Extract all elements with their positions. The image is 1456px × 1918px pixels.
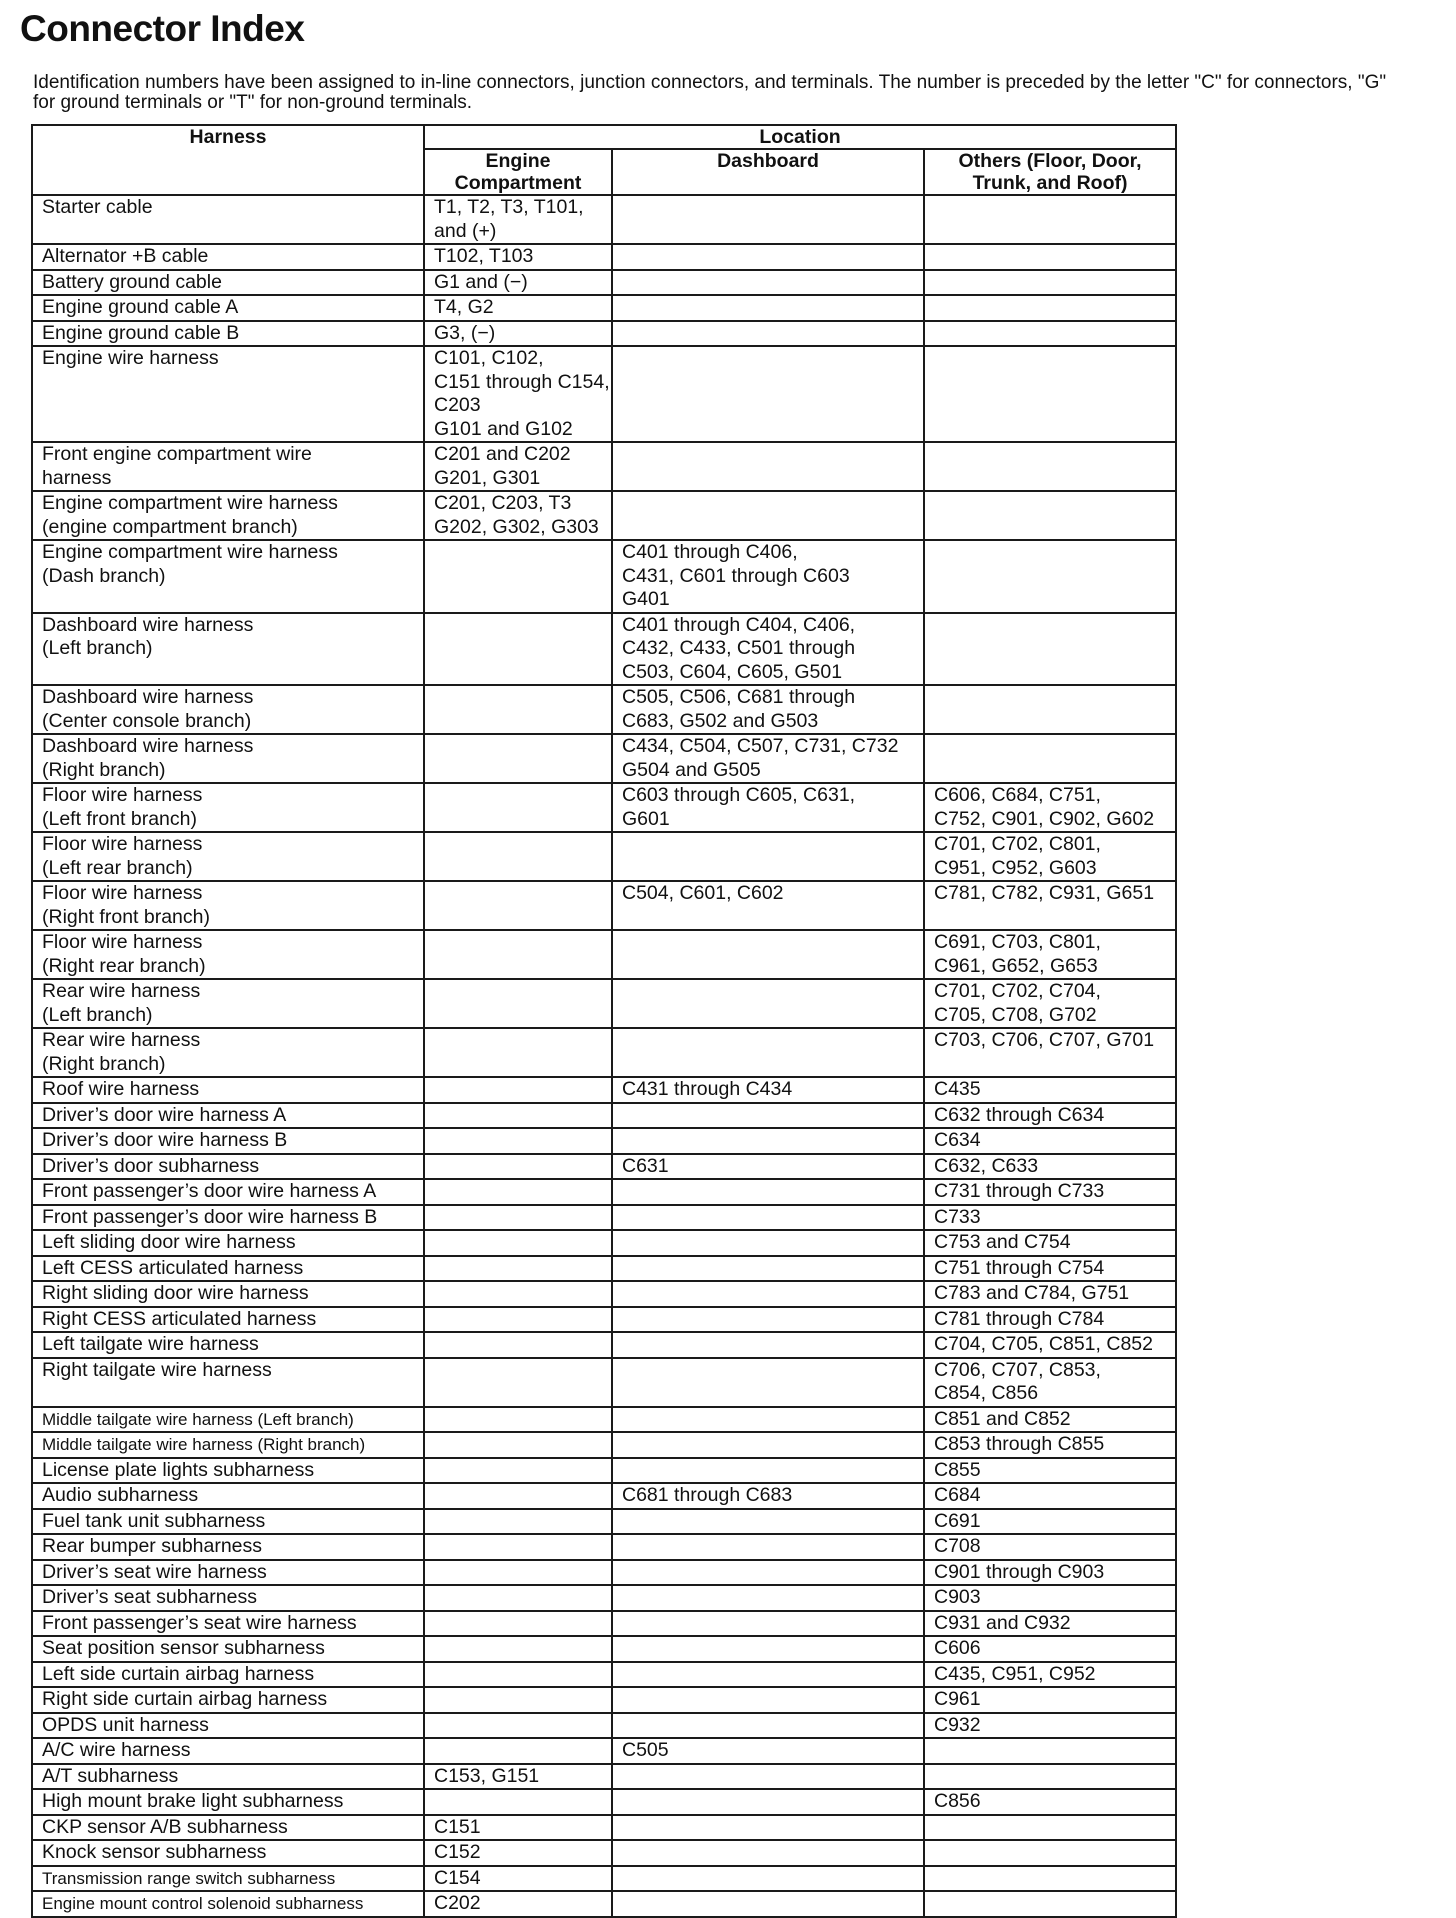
harness-cell: Dashboard wire harness (Left branch) [32,613,424,686]
table-row [32,270,1176,296]
harness-cell: Front engine compartment wire harness [32,442,424,491]
harness-cell: Battery ground cable [32,270,424,296]
engine-cell: C101, C102, C151 through C154, C203 G101 and G102 [424,346,612,442]
dashboard-cell [612,1611,924,1637]
engine-cell [424,1407,612,1433]
engine-cell [424,1103,612,1129]
harness-cell: OPDS unit harness [32,1713,424,1739]
dashboard-cell [612,1256,924,1282]
dashboard-cell: C401 through C404, C406, C432, C433, C501 through C503, C604, C605, G501 [612,613,924,686]
engine-cell [424,613,612,686]
engine-cell [424,930,612,979]
dashboard-cell [612,442,924,491]
dashboard-cell: C434, C504, C507, C731, C732 G504 and G505 [612,734,924,783]
others-cell [924,1866,1176,1892]
harness-cell: Rear bumper subharness [32,1534,424,1560]
table-row [32,881,1176,930]
harness-cell: Left tailgate wire harness [32,1332,424,1358]
harness-cell: Driver’s door wire harness A [32,1103,424,1129]
dashboard-cell: C681 through C683 [612,1483,924,1509]
harness-cell: Engine ground cable B [32,321,424,347]
table-row [32,1205,1176,1231]
table-row [32,685,1176,734]
engine-cell: G3, (−) [424,321,612,347]
harness-cell: Seat position sensor subharness [32,1636,424,1662]
harness-cell: Middle tailgate wire harness (Right branch) [32,1432,424,1458]
intro-paragraph: Identification numbers have been assigned to in-line connectors, junction connectors, and terminals. The number is preceded by the letter "C" for connectors, "G" for ground terminals or "T" for non-ground terminals. [33,72,1387,113]
others-cell: C731 through C733 [924,1179,1176,1205]
table-row [32,1077,1176,1103]
others-cell: C856 [924,1789,1176,1815]
table-row [32,1332,1176,1358]
others-cell: C634 [924,1128,1176,1154]
dashboard-cell [612,1128,924,1154]
dashboard-cell [612,1713,924,1739]
engine-cell [424,540,612,613]
table-row [32,346,1176,442]
engine-cell [424,1432,612,1458]
dashboard-cell [612,491,924,540]
others-cell: C435, C951, C952 [924,1662,1176,1688]
dashboard-cell [612,1585,924,1611]
engine-cell [424,979,612,1028]
dashboard-cell: C504, C601, C602 [612,881,924,930]
others-cell [924,270,1176,296]
dashboard-cell [612,1840,924,1866]
dashboard-cell [612,1358,924,1407]
harness-cell: Right tailgate wire harness [32,1358,424,1407]
table-body [32,195,1176,1917]
others-cell [924,295,1176,321]
table-row [32,1281,1176,1307]
others-header: Others (Floor, Door, Trunk, and Roof) [924,149,1176,195]
others-cell: C733 [924,1205,1176,1231]
engine-cell [424,1687,612,1713]
harness-cell: Left side curtain airbag harness [32,1662,424,1688]
location-header: Location [424,125,1176,149]
engine-cell [424,1028,612,1077]
others-cell [924,321,1176,347]
engine-cell [424,1230,612,1256]
others-cell: C855 [924,1458,1176,1484]
harness-cell: Right sliding door wire harness [32,1281,424,1307]
engine-cell [424,1332,612,1358]
engine-cell [424,832,612,881]
dashboard-cell [612,1407,924,1433]
others-cell [924,613,1176,686]
others-cell [924,442,1176,491]
others-cell [924,244,1176,270]
others-cell: C931 and C932 [924,1611,1176,1637]
table-row [32,1713,1176,1739]
engine-cell: C201, C203, T3 G202, G302, G303 [424,491,612,540]
dashboard-cell [612,1866,924,1892]
harness-cell: Right side curtain airbag harness [32,1687,424,1713]
engine-cell [424,1205,612,1231]
harness-cell: Middle tailgate wire harness (Left branch) [32,1407,424,1433]
engine-cell [424,1281,612,1307]
dashboard-cell [612,1789,924,1815]
engine-cell [424,1307,612,1333]
table-row [32,1662,1176,1688]
others-cell: C706, C707, C853, C854, C856 [924,1358,1176,1407]
others-cell [924,195,1176,244]
engine-cell [424,1585,612,1611]
engine-cell [424,685,612,734]
others-cell [924,734,1176,783]
harness-cell: Rear wire harness (Right branch) [32,1028,424,1077]
harness-cell: A/C wire harness [32,1738,424,1764]
engine-cell [424,1483,612,1509]
table-row [32,1509,1176,1535]
table-row [32,1789,1176,1815]
harness-cell: Front passenger’s door wire harness A [32,1179,424,1205]
dashboard-cell [612,1281,924,1307]
connector-index-table [31,124,1177,1918]
dashboard-cell [612,1662,924,1688]
dashboard-cell [612,832,924,881]
dashboard-cell [612,1103,924,1129]
engine-cell [424,734,612,783]
engine-cell [424,1636,612,1662]
dashboard-cell [612,321,924,347]
harness-cell: Driver’s door subharness [32,1154,424,1180]
table-row [32,1815,1176,1841]
engine-cell: C153, G151 [424,1764,612,1790]
engine-cell: C152 [424,1840,612,1866]
harness-cell: Transmission range switch subharness [32,1866,424,1892]
harness-cell: Engine compartment wire harness (Dash branch) [32,540,424,613]
table-row [32,930,1176,979]
dashboard-cell: C505, C506, C681 through C683, G502 and G503 [612,685,924,734]
engine-cell: T4, G2 [424,295,612,321]
harness-cell: Fuel tank unit subharness [32,1509,424,1535]
others-cell: C701, C702, C801, C951, C952, G603 [924,832,1176,881]
engine-cell [424,1358,612,1407]
table-row [32,1230,1176,1256]
engine-cell [424,1509,612,1535]
table-row [32,1611,1176,1637]
harness-cell: Floor wire harness (Right front branch) [32,881,424,930]
page-title: Connector Index [20,8,305,49]
others-cell: C751 through C754 [924,1256,1176,1282]
harness-cell: Left CESS articulated harness [32,1256,424,1282]
harness-cell: Engine ground cable A [32,295,424,321]
others-cell: C783 and C784, G751 [924,1281,1176,1307]
engine-cell: C154 [424,1866,612,1892]
others-cell: C632, C633 [924,1154,1176,1180]
engine-cell [424,783,612,832]
harness-cell: Front passenger’s seat wire harness [32,1611,424,1637]
engine-cell [424,1179,612,1205]
table-row [32,1738,1176,1764]
dashboard-cell [612,1764,924,1790]
table-row [32,979,1176,1028]
dashboard-cell [612,979,924,1028]
table-row [32,783,1176,832]
engine-cell [424,1256,612,1282]
engine-cell [424,1662,612,1688]
dashboard-cell [612,1230,924,1256]
others-cell [924,1738,1176,1764]
engine-cell [424,1077,612,1103]
engine-cell [424,881,612,930]
dashboard-cell [612,1205,924,1231]
others-cell: C703, C706, C707, G701 [924,1028,1176,1077]
others-cell: C932 [924,1713,1176,1739]
harness-cell: Rear wire harness (Left branch) [32,979,424,1028]
table-row [32,1560,1176,1586]
engine-cell [424,1611,612,1637]
others-cell: C961 [924,1687,1176,1713]
dashboard-cell [612,1891,924,1917]
harness-cell: Engine mount control solenoid subharness [32,1891,424,1917]
table-row [32,1891,1176,1917]
dashboard-cell [612,1509,924,1535]
harness-cell: Floor wire harness (Right rear branch) [32,930,424,979]
table-row [32,1154,1176,1180]
dashboard-cell [612,1028,924,1077]
dashboard-cell [612,1534,924,1560]
table-row [32,1636,1176,1662]
others-cell: C704, C705, C851, C852 [924,1332,1176,1358]
dashboard-cell [612,1560,924,1586]
harness-cell: Front passenger’s door wire harness B [32,1205,424,1231]
others-cell: C606, C684, C751, C752, C901, C902, G602 [924,783,1176,832]
harness-cell: License plate lights subharness [32,1458,424,1484]
others-cell: C708 [924,1534,1176,1560]
dashboard-cell [612,195,924,244]
harness-cell: CKP sensor A/B subharness [32,1815,424,1841]
harness-cell: Dashboard wire harness (Right branch) [32,734,424,783]
dashboard-cell [612,1458,924,1484]
dashboard-cell [612,1687,924,1713]
dashboard-cell [612,1636,924,1662]
others-cell [924,685,1176,734]
table-row [32,1483,1176,1509]
harness-cell: Floor wire harness (Left front branch) [32,783,424,832]
table-row [32,832,1176,881]
table-row [32,1840,1176,1866]
engine-cell: T102, T103 [424,244,612,270]
table-row [32,195,1176,244]
harness-cell: Driver’s seat wire harness [32,1560,424,1586]
dashboard-cell [612,270,924,296]
table-row [32,1432,1176,1458]
table-row [32,1458,1176,1484]
dashboard-cell [612,1307,924,1333]
engine-cell [424,1713,612,1739]
engine-cell: G1 and (−) [424,270,612,296]
dashboard-cell: C603 through C605, C631, G601 [612,783,924,832]
others-cell: C435 [924,1077,1176,1103]
others-cell [924,1815,1176,1841]
harness-cell: Driver’s seat subharness [32,1585,424,1611]
table-row [32,442,1176,491]
dashboard-cell [612,295,924,321]
harness-cell: A/T subharness [32,1764,424,1790]
dashboard-cell [612,930,924,979]
dashboard-cell [612,244,924,270]
harness-cell: Left sliding door wire harness [32,1230,424,1256]
engine-cell [424,1154,612,1180]
table-row [32,1585,1176,1611]
table-row [32,1179,1176,1205]
harness-cell: Starter cable [32,195,424,244]
others-cell [924,1840,1176,1866]
engine-cell [424,1560,612,1586]
harness-cell: Alternator +B cable [32,244,424,270]
harness-cell: Roof wire harness [32,1077,424,1103]
others-cell: C684 [924,1483,1176,1509]
table-row [32,1103,1176,1129]
others-cell: C781 through C784 [924,1307,1176,1333]
dashboard-cell: C631 [612,1154,924,1180]
dashboard-cell: C505 [612,1738,924,1764]
dashboard-cell [612,1432,924,1458]
others-cell [924,1891,1176,1917]
engine-cell: C151 [424,1815,612,1841]
others-cell: C606 [924,1636,1176,1662]
table-row [32,295,1176,321]
table-row [32,1307,1176,1333]
table-row [32,540,1176,613]
harness-cell: Audio subharness [32,1483,424,1509]
engine-cell [424,1738,612,1764]
others-cell: C853 through C855 [924,1432,1176,1458]
table-row [32,734,1176,783]
harness-cell: Knock sensor subharness [32,1840,424,1866]
others-cell: C691, C703, C801, C961, G652, G653 [924,930,1176,979]
engine-compartment-header: Engine Compartment [424,149,612,195]
others-cell [924,491,1176,540]
others-cell: C851 and C852 [924,1407,1176,1433]
engine-cell [424,1128,612,1154]
harness-cell: Engine wire harness [32,346,424,442]
harness-cell: High mount brake light subharness [32,1789,424,1815]
others-cell: C632 through C634 [924,1103,1176,1129]
engine-cell [424,1789,612,1815]
table-row [32,1407,1176,1433]
dashboard-cell [612,1332,924,1358]
dashboard-header: Dashboard [612,149,924,195]
table-row [32,321,1176,347]
table-row [32,1358,1176,1407]
table-row [32,1534,1176,1560]
others-cell: C901 through C903 [924,1560,1176,1586]
others-cell: C753 and C754 [924,1230,1176,1256]
others-cell: C691 [924,1509,1176,1535]
header-row-1 [32,125,1176,149]
engine-cell: C201 and C202 G201, G301 [424,442,612,491]
others-cell: C701, C702, C704, C705, C708, G702 [924,979,1176,1028]
others-cell: C781, C782, C931, G651 [924,881,1176,930]
table-row [32,1687,1176,1713]
dashboard-cell [612,346,924,442]
table-row [32,244,1176,270]
others-cell: C903 [924,1585,1176,1611]
harness-cell: Engine compartment wire harness (engine compartment branch) [32,491,424,540]
table-row [32,1866,1176,1892]
table-row [32,613,1176,686]
engine-cell [424,1534,612,1560]
harness-cell: Dashboard wire harness (Center console branch) [32,685,424,734]
others-cell [924,540,1176,613]
table-row [32,1128,1176,1154]
table-row [32,1028,1176,1077]
harness-cell: Floor wire harness (Left rear branch) [32,832,424,881]
table-row [32,1256,1176,1282]
harness-header: Harness [32,125,424,195]
engine-cell: C202 [424,1891,612,1917]
others-cell [924,346,1176,442]
dashboard-cell [612,1179,924,1205]
harness-cell: Right CESS articulated harness [32,1307,424,1333]
dashboard-cell: C401 through C406, C431, C601 through C603 G401 [612,540,924,613]
dashboard-cell [612,1815,924,1841]
others-cell [924,1764,1176,1790]
dashboard-cell: C431 through C434 [612,1077,924,1103]
harness-cell: Driver’s door wire harness B [32,1128,424,1154]
engine-cell: T1, T2, T3, T101, and (+) [424,195,612,244]
engine-cell [424,1458,612,1484]
table-row [32,1764,1176,1790]
table-row [32,491,1176,540]
